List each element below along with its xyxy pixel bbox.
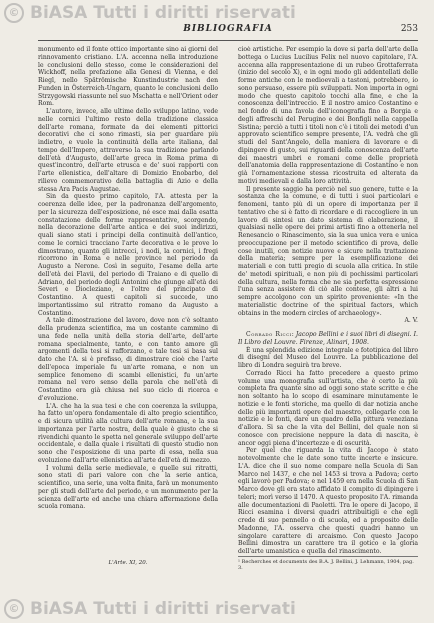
review-entry-heading: Corrado Ricci: Jacopo Bellini e i suoi libri di disegni. I. Il Libro del Louvre. Firenze, Alinari, 1908. <box>238 331 418 346</box>
page-number: 253 <box>400 24 418 34</box>
left-column <box>38 46 218 556</box>
watermark-bottom <box>0 598 434 620</box>
watermark-text: BiASA Tutti i diritti riservati <box>30 599 296 619</box>
paragraph: cioè artistiche. Per esempio la dove si parla dell'arte della bottega o Lucius Lucilius Felix nel nuovo capitolare, l'A. accenna alla rappresentazione di un rubeo Grottaferrata (inizio del secolo X), e in ogni modo gli addentellati delle forme antiche con le medioevali a tastoni, potrebbero, io sono persuaso, essere più sviluppati. Non importa in ogni modo che questo capitolo tocchi alla fine, e che la conoscenza dell'intreccio. E il nostro amico Costantino e nel fondo di una favola dell'iconografia fino a Borgia e degli affreschi del Perugino e dei Bonfigli nella cappella Sistina; perciò a tutti i titoli non c'è i titoli dei metodi d'un approvato scientifico sempre presente, l'A. vedrà che gli studi del Sant'Angelo, della maniera di lavorare e di dipingere di gusto, sui riguardi della conoscenza dell'arte dei maestri umbri e romani come delle proprietà dell'anatomia della rappresentazione di Costantino e non già l'ornamentazione stessa ricostruita ed alterata da motivi medievali e dalla loro attività. <box>238 46 418 185</box>
entry-title: Jacopo Bellini e i suoi libri di disegni. I. Il Libro del Louvre. Firenze, Alinari, 1908. <box>238 331 418 346</box>
paragraph: Sin da questo primo capitolo, l'A. attesta per la coerenza delle idee, per la padronanza dell'argomento, per la sicurezza dell'esposizione, né esce mai dalla esatta constatazione delle forme rappresentative, scorgendo, nella decorazione dell'arte antica e dei suoi indirizzi, quali siano stati i principi della continuità dell'antico, come le cornici tracciano l'arte decorativa e le prove lo dimostrano, quanto gli intrecci, i nodi, la cornici, i fregi ricorrono in Roma e nelle province nel periodo da Augusto a Nerone. Così in seguito, l'esame della arte dell'età dei Flavii, del periodo di Traiano e di quello di Adriano, del periodo degli Antonini che giunge all'età dei Severi e Diocleziano, e l'oltre del principato di Costantino. A questi capitoli si succede, uno importantissimo sul ritratto romano da Augusto a Costantino. <box>38 193 218 317</box>
paragraph: Per quel che riguarda la vita di Jacopo è stato notevolmente che le date sono tutte incerte e insicure. L'A. dice che il suo nome compare nella Scuola di San Marco nel 1437, e che nel 1453 si trova a Padova; certo egli lavorò per Padova; e nel 1459 era nella Scuola di San Marco dove gli era stato affidato il compito di dipingere i teleri; morì verso il 1470. A questo proposito l'A. rimanda alle documentazioni di Paoletti. Tra le opere di Jacopo, il Ricci esamina i diversi quadri attribuitigli e che egli crede di suo pennello o di scuola, ed a proposito delle Madonne, l'A. osserva che questi quadri hanno un singolare carattere di arcaismo. Con questo Jacopo Bellini dimostra un carattere tra il gotico e la gloria dell'arte umanistica e quella del rinascimento. <box>238 447 418 555</box>
copyright-icon: © <box>4 599 24 619</box>
entry-author: Corrado Ricci <box>246 331 292 338</box>
section-title: BIBLIOGRAFIA <box>183 24 273 34</box>
paragraph: L'A. che ha la sua tesi e che con coerenza la sviluppa, ha fatto un'opera fondamentale di alto pregio scientifico, e di sicura utilità alla cultura dell'arte romana, e la sua importanza per l'arte nostra, della quale è giusto che si rivendichi quanto le spetta nel generale sviluppo dell'arte occidentale, e dalla quale i risultati di questo studio non sono che l'esposizione di una parte di essa, nella sua evoluzione dall'arte ellenistica all'arte dell'età di mezzo. <box>38 402 218 464</box>
copyright-icon: © <box>4 3 24 23</box>
footnote: ¹ Recherches et documents des B.A. J. Bellini, J. Lehmann, 1904, pag. 3. <box>238 556 418 571</box>
watermark-top <box>0 2 434 24</box>
paragraph: L'autore, invece, alle ultime dello sviluppo latino, vede nelle cornici l'ultimo resto della tradizione classica dell'arte romana, formate da dei elementi pittorici decorativi che ci sono rimasti, sia per guardare più indietro, e vuole la continuità della arte italiana, dal tempo dell'Impero, attraverso la sua tradizione parlando dell'età d'Augusto, dell'arte greca in Roma prima di quest'incontro, dell'arte etrusca e de' suoi rapporti con l'arte ellenistica, dell'altare di Domizio Enobarbo, del rilievo commemorativo della battaglia di Azio e della stessa Ara Pacis Augustae. <box>38 108 218 193</box>
paragraph: Corrado Ricci ha fatto precedere a questo primo volume una monografia sull'artista, che è certo la più completa fra quante sino ad oggi sono state scritte e che non soltanto ha lo scopo di esaminare minutamente le notizie e le fonti storiche, ma quello di dar notizia anche delle più importanti opere del maestro, collegarle con le notizie e le fonti, dare un quadro della pittura veneziana d'allora. Si sa che la vita del Bellini, del quale non si conosce con precisione neppure la data di nascita, è ancor oggi piena d'incertezze e di oscurità. <box>238 369 418 447</box>
paragraph: A tale dimostrazione del lavoro, dove non c'è soltanto della prudenza scientifica, ma un costante cammino di una fede nella unità della storia dell'arte, dell'arte romana specialmente, tanto, e con tanto amore gli argomenti della tesi si rafforzano, e tale tesi si basa sul dato che l'A. si è prefisso, di dimostrare cioè che l'arte dell'epoca imperiale fu un'arte romana, e non un semplice fenomeno di scambi ellenistici, fu un'arte romana nel vero senso della parola che nell'età di Costantino era già chiusa nel suo ciclo di ricerca e d'evoluzione. <box>38 317 218 402</box>
page-header <box>38 22 418 41</box>
paragraph: monumento ed il fonte ottico importante sino ai giorni del rinnovamento cristiano. L'A. accenna nella introduzione le conclusioni dello stesso, come le considerazioni del Wickhoff, nella prefazione alla Genesi di Vienna, e del Riegl, nello Spätrömische Kunstindustrie nach den Funden in Österreich-Ungarn, quanto le conclusioni dello Strzygowski riassunte nel suo Mschatta e nell'Orient oder Rom. <box>38 46 218 108</box>
paragraph: I volumi della serie medievale, e quelle sui ritratti, sono stati di pari valore con che la serie antica, scientifico, una serie, una volta finita, farà un monumento per gli studi dell'arte del periodo, e un monumento per la scienza dell'arte ed anche una chiara affermazione della scuola romana. <box>38 464 218 511</box>
watermark-text: BiASA Tutti i diritti riservati <box>30 3 296 23</box>
paragraph: Il presente saggio ha perciò nel suo genere, tutte e la sostanza che la comune, e di tutti i suoi particolari e fenomeni, tanto più di un opere di importanza per il tentativo che si è fatto di ricordare e di raccogliere in un lavoro di sintesi un dato sistema di elaborazione, il qualsiasi nelle opere dei primi artisti fino a ottenerla nel Renesancio o Rinascimento, sia la sua unica vera e unica preoccupazione per il metodo scientifico di prova, delle cose inutili, con notizie nuove e sicure nella trattazione della materia; sempre per la esemplificazione dei materiali e con tutti pregio di scuola alla critica. In stile de' metodi spirituali, e non più di pochissimi particolari della cultura, nella forma che ne sia perfetta espressione l'una senza assistere di ciò alle contese, gli altri a lui sempre accolgono con un spirito proveniente: «In the materialistic doctrine of the spiritual factors, which obtains in the modern circles of archaeology». <box>238 185 418 317</box>
page-footer: L'Arte. XI, 20. <box>108 560 148 566</box>
right-column <box>238 46 418 556</box>
review-signature: A. V. <box>404 317 418 325</box>
paragraph: È una splendida edizione integrale e fototipica del libro di disegni del Museo del Louvre. La pubblicazione del libro di Londra seguirà tra breve. <box>238 346 418 369</box>
